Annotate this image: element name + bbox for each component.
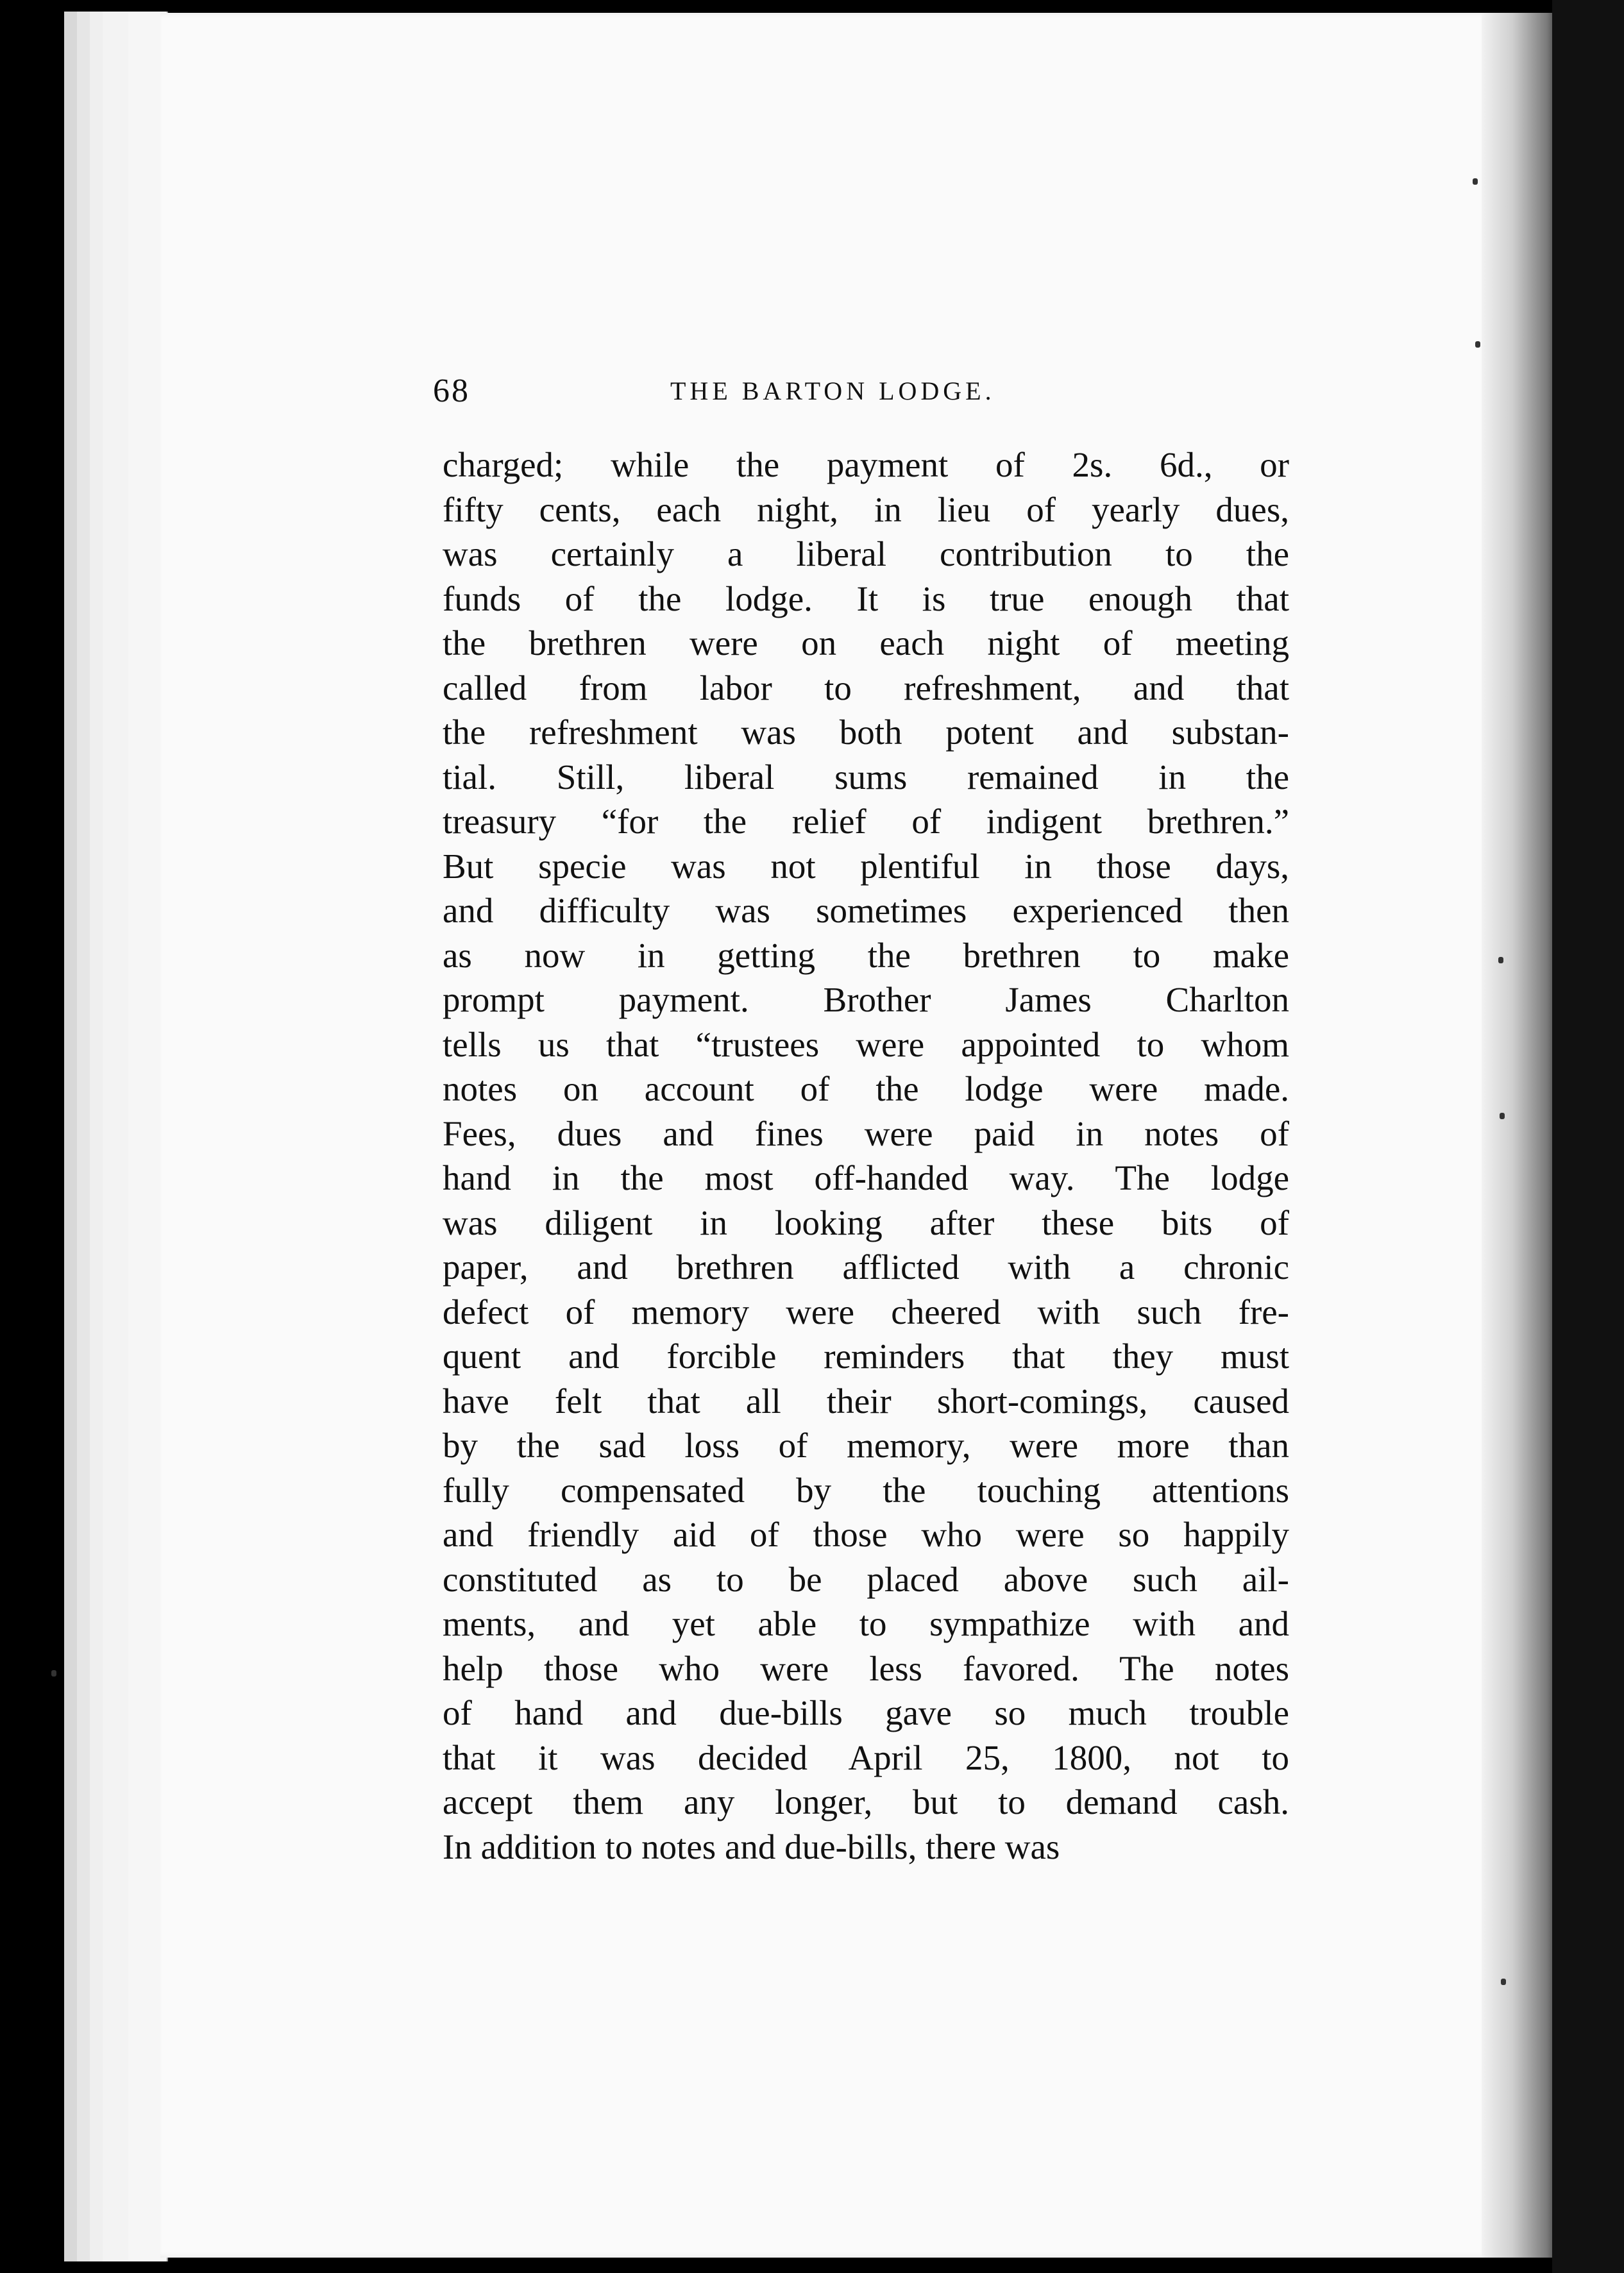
text-line: help those who were less favored. The notes	[443, 1648, 1289, 1688]
text-line: of hand and due-bills gave so much trouble	[443, 1693, 1289, 1732]
text-line: accept them any longer, but to demand cash.	[443, 1782, 1289, 1821]
text-line: was diligent in looking after these bits of	[443, 1203, 1289, 1242]
scan-speck	[1500, 1113, 1505, 1119]
text-line: treasury “for the relief of indigent brethren.”	[443, 802, 1289, 841]
text-line: tial. Still, liberal sums remained in the	[443, 757, 1289, 797]
text-line: fifty cents, each night, in lieu of yearly dues,	[443, 489, 1289, 529]
text-line: fully compensated by the touching attentions	[443, 1470, 1289, 1510]
text-line: In addition to notes and due-bills, there was	[443, 1827, 1060, 1866]
text-line: charged; while the payment of 2s. 6d., or	[443, 445, 1289, 484]
text-line: constituted as to be placed above such ail-	[443, 1559, 1289, 1599]
text-line: quent and forcible reminders that they must	[443, 1337, 1289, 1376]
scan-border	[1552, 0, 1624, 2273]
page-header	[433, 372, 1260, 410]
text-line: and friendly aid of those who were so happily	[443, 1515, 1289, 1554]
text-line: called from labor to refreshment, and that	[443, 668, 1289, 707]
text-line: have felt that all their short-comings, caused	[443, 1381, 1289, 1421]
text-line: the refreshment was both potent and substan-	[443, 713, 1289, 752]
body-text	[443, 443, 1289, 1869]
text-line: Fees, dues and fines were paid in notes of	[443, 1113, 1289, 1153]
scan-speck	[1475, 341, 1480, 348]
text-line: prompt payment. Brother James Charlton	[443, 980, 1289, 1019]
text-line: as now in getting the brethren to make	[443, 935, 1289, 975]
text-line: defect of memory were cheered with such fre-	[443, 1292, 1289, 1331]
text-line: that it was decided April 25, 1800, not to	[443, 1737, 1289, 1777]
page-gutter	[1482, 13, 1559, 2258]
text-line: ments, and yet able to sympathize with and	[443, 1604, 1289, 1643]
scan-speck	[51, 1670, 56, 1677]
text-line: by the sad loss of memory, were more than	[443, 1426, 1289, 1465]
page-number: 68	[433, 373, 470, 409]
text-line: hand in the most off-handed way. The lodge	[443, 1158, 1289, 1197]
text-line: funds of the lodge. It is true enough that	[443, 579, 1289, 618]
text-line: But specie was not plentiful in those days,	[443, 846, 1289, 886]
scan-speck	[1473, 178, 1478, 185]
text-line: tells us that “trustees were appointed to whom	[443, 1024, 1289, 1064]
text-line: the brethren were on each night of meeting	[443, 623, 1289, 663]
running-title: THE BARTON LODGE.	[670, 376, 995, 405]
text-line: paper, and brethren afflicted with a chronic	[443, 1247, 1289, 1287]
text-line: and difficulty was sometimes experienced then	[443, 891, 1289, 930]
text-line: was certainly a liberal contribution to the	[443, 534, 1289, 573]
scan-speck	[1498, 957, 1503, 963]
text-line: notes on account of the lodge were made.	[443, 1069, 1289, 1108]
scan-speck	[1501, 1979, 1506, 1985]
